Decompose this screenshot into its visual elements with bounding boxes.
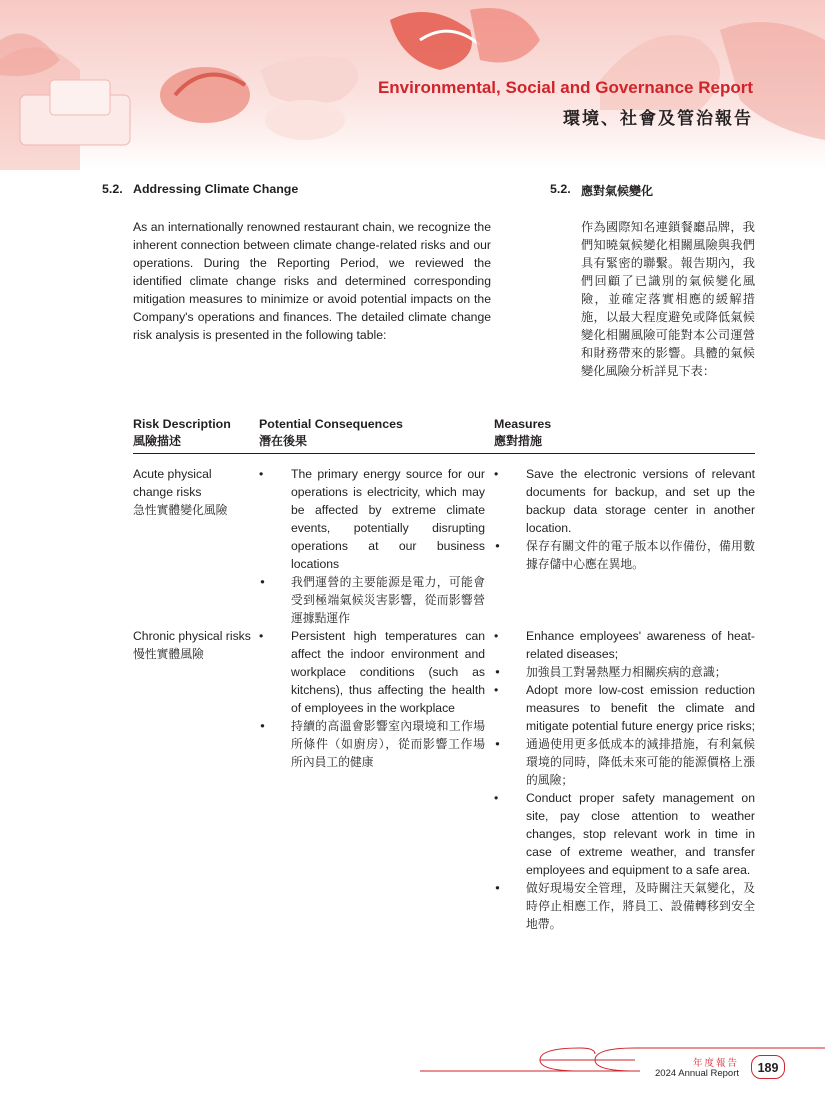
measures-cell xyxy=(494,627,755,933)
column-header-label: Risk Description xyxy=(133,417,231,431)
measure-item-chinese: • 保存有關文件的電子版本以作備份，備用數據存儲中心應在異地。 xyxy=(494,537,755,573)
column-header-label-chinese: 應對措施 xyxy=(494,434,543,448)
column-header-risk xyxy=(133,416,231,450)
measure-item: • Adopt more low-cost emission reduction measures to benefit the climate and mitigate potential future energy price risks; xyxy=(494,681,755,735)
section-title-chinese: 應對氣候變化 xyxy=(581,184,654,198)
column-header-label: Measures xyxy=(494,417,552,431)
consequences-cell xyxy=(259,465,485,627)
section-number-chinese: 5.2. xyxy=(550,182,571,196)
table-header-divider xyxy=(133,453,755,454)
column-header-label: Potential Consequences xyxy=(259,417,403,431)
risk-label-chinese: 急性實體變化風險 xyxy=(133,503,228,517)
report-title-chinese: 環境、社會及管治報告 xyxy=(563,109,753,128)
risk-label: Chronic physical risks xyxy=(133,629,251,643)
report-title: Environmental, Social and Governance Report xyxy=(377,78,753,97)
measure-item: • Save the electronic versions of relevant documents for backup, and set up the backup data storage center in another location. xyxy=(494,465,755,537)
footer-label: 2024 Annual Report xyxy=(655,1068,739,1079)
intro-paragraph-chinese: 作為國際知名連鎖餐廳品牌，我們知曉氣候變化相關風險與我們具有緊密的聯繫。報告期內，我們回顧了已識別的氣候變化風險，並確定落實相應的緩解措施，以最大程度避免或降低氣候變化相關風險可能對本公司運營和財務帶來的影響。具體的氣候變化風險分析詳見下表： xyxy=(581,220,755,378)
footer-label-chinese: 年度報告 xyxy=(692,1058,739,1069)
measure-item: • Conduct proper safety management on site, pay close attention to weather changes, stop relevant work in time in case of extreme weather, and transfer employees and equipment to a safe area. xyxy=(494,789,755,879)
risk-label-chinese: 慢性實體風險 xyxy=(133,647,204,661)
page-number: 189 xyxy=(751,1055,785,1079)
column-header-consequences xyxy=(259,416,403,450)
consequence-item: • The primary energy source for our operations is electricity, which may be affected by extreme climate events, potentially disrupting operations at our business locations xyxy=(259,465,485,573)
column-header-label-chinese: 潛在後果 xyxy=(259,434,308,448)
measure-item-chinese: • 加強員工對暑熱壓力相關疾病的意識； xyxy=(494,663,755,681)
column-header-measures xyxy=(494,416,551,450)
section-title: Addressing Climate Change xyxy=(133,182,299,196)
intro-paragraph: As an internationally renowned restaurant chain, we recognize the inherent connection between climate change-related risks and our operations. During the Reporting Period, we reviewed the identified climate change risks and determined corresponding mitigation measures to minimize or avoid potential impacts on the Company's operations and finances. The detailed climate change risk analysis is presented in the following table: xyxy=(133,220,491,342)
measure-item: • Enhance employees' awareness of heat-related diseases; xyxy=(494,627,755,663)
table-row-chronic-risk xyxy=(133,627,251,663)
consequence-item-chinese: • 我們運營的主要能源是電力，可能會受到極端氣候災害影響，從而影響營運據點運作 xyxy=(259,573,485,627)
table-row-acute-risk xyxy=(133,465,251,519)
consequence-item-chinese: • 持續的高溫會影響室內環境和工作場所條件（如廚房），從而影響工作場所內員工的健康 xyxy=(259,717,485,771)
consequence-item: • Persistent high temperatures can affect the indoor environment and workplace conditions (such as kitchens), thus affecting the health of employees in the workplace xyxy=(259,627,485,717)
measure-item-chinese: • 做好現場安全管理，及時關注天氣變化，及時停止相應工作，將員工、設備轉移到安全地帶。 xyxy=(494,879,755,933)
column-header-label-chinese: 風險描述 xyxy=(133,434,182,448)
measure-item-chinese: • 通過使用更多低成本的減排措施，有利氣候環境的同時，降低未來可能的能源價格上漲的風險； xyxy=(494,735,755,789)
section-number: 5.2. xyxy=(102,182,123,196)
consequences-cell xyxy=(259,627,485,771)
measures-cell xyxy=(494,465,755,573)
risk-label: Acute physical change risks xyxy=(133,467,212,499)
